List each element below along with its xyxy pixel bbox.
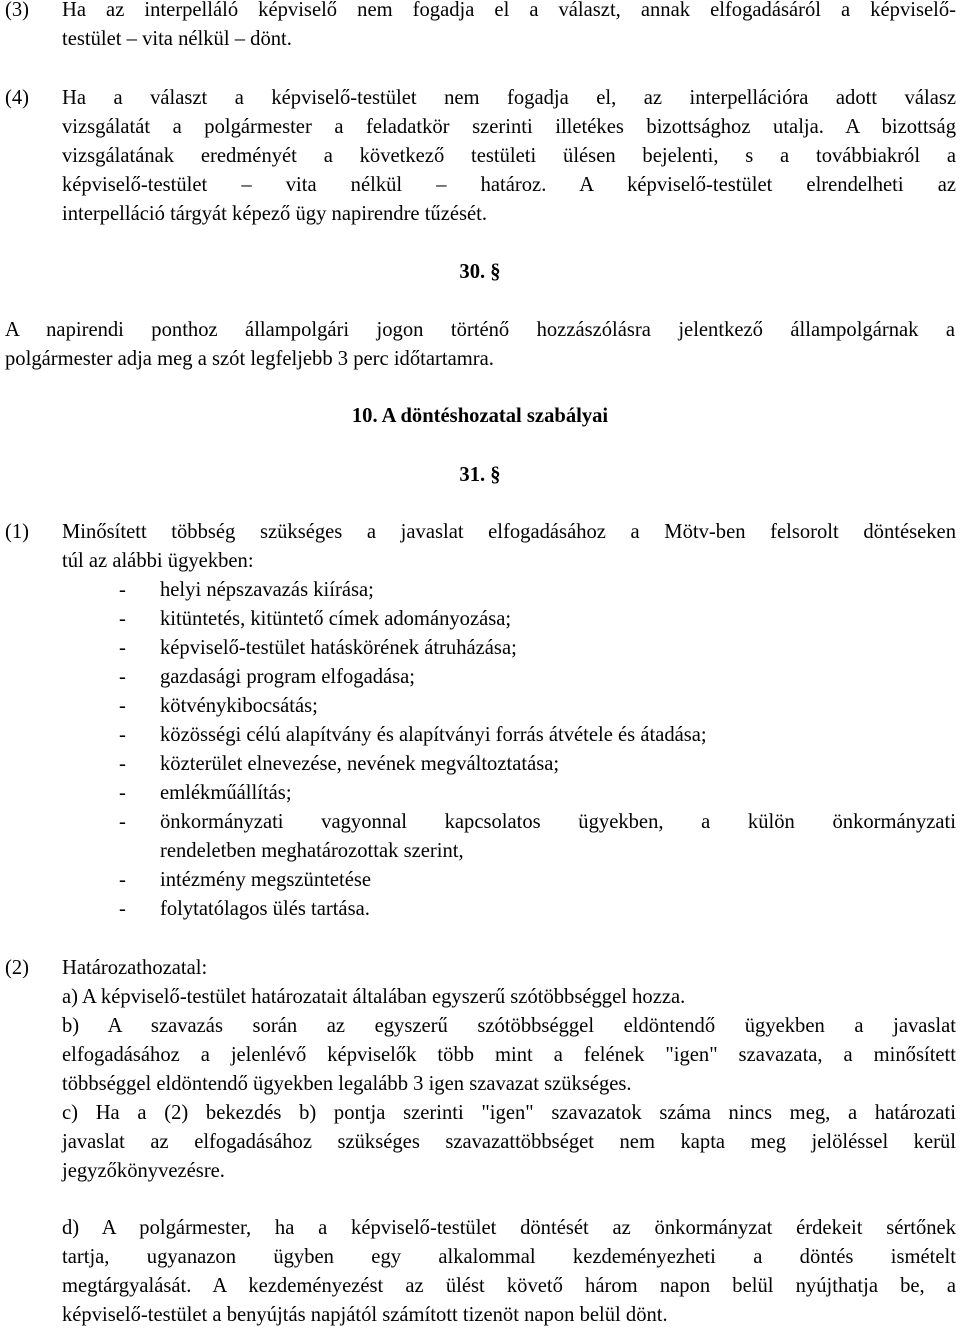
text-line: túl az alábbi ügyekben: (62, 550, 254, 572)
text-line: vizsgálatának eredményét a következő testületi ülésen bejelenti, s a továbbiakról a (62, 145, 956, 167)
list-item: kitüntetés, kitüntető címek adományozása; (160, 608, 512, 630)
point-d-line: tartja, ugyanazon ügyben egy alkalommal kezdeményezheti a döntés ismételt (62, 1246, 956, 1268)
list-item: önkormányzati vagyonnal kapcsolatos ügyekben, a külön önkormányzati (160, 811, 956, 833)
list-dash: - (119, 695, 126, 717)
chapter-heading: 10. A döntéshozatal szabályai (351, 405, 609, 427)
list-item: emlékműállítás; (160, 782, 292, 804)
paragraph-number: (1) (5, 521, 30, 543)
list-item: közösségi célú alapítvány és alapítványi forrás átvétele és átadása; (160, 724, 707, 746)
point-d-line: képviselő-testület a benyújtás napjától számított tizenöt napon belül dönt. (62, 1304, 668, 1326)
paragraph-intro: Határozathozatal: (62, 957, 208, 979)
list-dash: - (119, 869, 126, 891)
list-item: kötvénykibocsátás; (160, 695, 318, 717)
section-title-31: 31. § (459, 464, 501, 486)
point-b-line: többséggel eldöntendő ügyekben legalább 3 igen szavazat szükséges. (62, 1073, 632, 1095)
paragraph-number: (2) (5, 957, 30, 979)
point-b-line: elfogadásához a jelenlévő képviselők több mint a felének "igen" szavazata, a minősített (62, 1044, 956, 1066)
point-c-line: javaslat az elfogadásához szükséges szavazattöbbséget nem kapta meg jelöléssel kerül (62, 1131, 956, 1153)
list-item: folytatólagos ülés tartása. (160, 898, 370, 920)
point-d-line: megtárgyalását. A kezdeményezést az ülést követő három napon belül nyújthatja be, a (62, 1275, 956, 1297)
list-dash: - (119, 608, 126, 630)
point-c-line: c) Ha a (2) bekezdés b) pontja szerinti "igen" szavazatok száma nincs meg, a határozati (62, 1102, 956, 1124)
list-item: gazdasági program elfogadása; (160, 666, 416, 688)
list-dash: - (119, 753, 126, 775)
list-dash: - (119, 637, 126, 659)
list-dash: - (119, 579, 126, 601)
list-item: közterület elnevezése, nevének megváltoztatása; (160, 753, 560, 775)
point-c-line: jegyzőkönyvezésre. (62, 1160, 225, 1182)
point-d-line: d) A polgármester, ha a képviselő-testület döntését az önkormányzat érdekeit sértőnek (62, 1217, 956, 1239)
paragraph-number: (3) (5, 0, 30, 21)
text-line: testület – vita nélkül – dönt. (62, 28, 292, 50)
list-item: intézmény megszüntetése (160, 869, 372, 891)
point-b-line: b) A szavazás során az egyszerű szótöbbséggel eldöntendő ügyekben a javaslat (62, 1015, 956, 1037)
list-item: képviselő-testület hatáskörének átruházása; (160, 637, 517, 659)
text-line: képviselő-testület – vita nélkül – határoz. A képviselő-testület elrendelheti az (62, 174, 956, 196)
text-line: Ha az interpelláló képviselő nem fogadja el a választ, annak elfogadásáról a képviselő- (62, 0, 956, 21)
list-item: helyi népszavazás kiírása; (160, 579, 374, 601)
point-a: a) A képviselő-testület határozatait általában egyszerű szótöbbséggel hozza. (62, 986, 686, 1008)
text-line: Minősített többség szükséges a javaslat elfogadásához a Mötv-ben felsorolt döntéseken (62, 521, 956, 543)
list-item-continuation: rendeletben meghatározottak szerint, (160, 840, 464, 862)
list-dash: - (119, 811, 126, 833)
list-dash: - (119, 666, 126, 688)
text-line: A napirendi ponthoz állampolgári jogon történő hozzászólásra jelentkező állampolgárnak a (5, 319, 955, 341)
text-line: polgármester adja meg a szót legfeljebb 3 perc időtartamra. (5, 348, 494, 370)
text-line: vizsgálatát a polgármester a feladatkör szerinti illetékes bizottsághoz utalja. A bizottság (62, 116, 956, 138)
text-line: Ha a választ a képviselő-testület nem fogadja el, az interpellációra adott válasz (62, 87, 956, 109)
list-dash: - (119, 724, 126, 746)
list-dash: - (119, 782, 126, 804)
paragraph-number: (4) (5, 87, 30, 109)
section-title-30: 30. § (459, 261, 501, 283)
text-line: interpelláció tárgyát képező ügy napirendre tűzését. (62, 203, 488, 225)
list-dash: - (119, 898, 126, 920)
